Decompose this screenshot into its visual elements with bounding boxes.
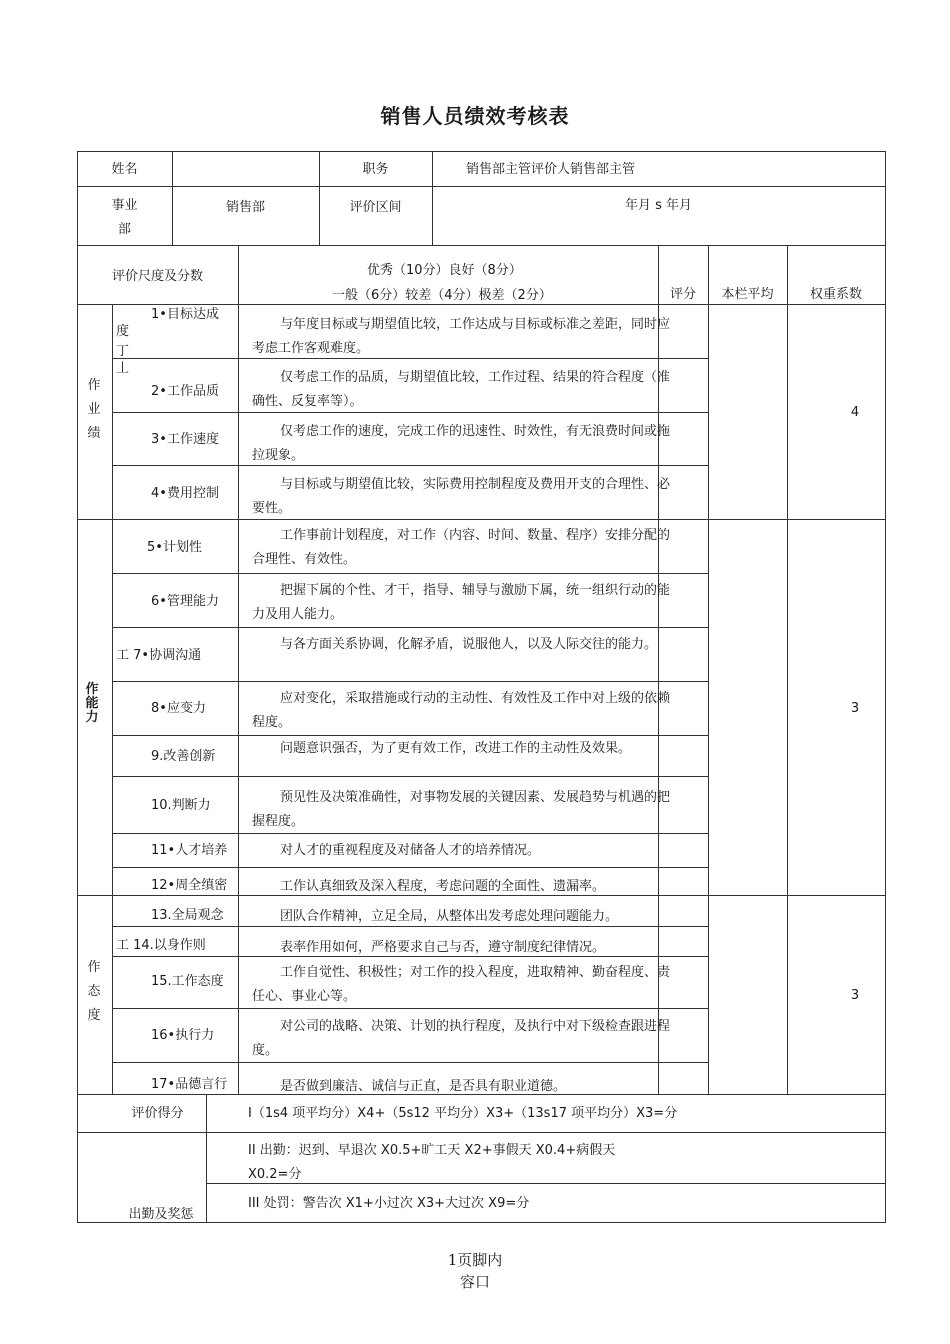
item-description: 问题意识强否，为了更有效工作，改进工作的主动性及效果。 [280,741,632,756]
item-description: 表率作用如何，严格要求自己与否，遵守制度纪律情况。 [280,940,606,955]
weight-column-header: 权重系数 [809,287,862,302]
item-description: 工作自觉性、积极性；对工作的投入程度，进取精神、勤奋程度、责任心、事业心等。 [252,965,671,1004]
sub-label-char: 度 [116,324,130,339]
item-label: 工 7•协调沟通 [116,648,202,663]
weight-value: 4 [850,405,860,420]
item-label: 工 14.以身作则 [116,938,206,953]
scale-line-2: 一般（6分）较差（4分）极差（2分） [332,288,552,303]
item-description: 与年度目标或与期望值比较，工作达成与目标或标准之差距，同时应考虑工作客观难度。 [252,317,671,356]
item-description: 对人才的重视程度及对储备人才的培养情况。 [280,843,541,858]
item-label: 11•人才培养 [151,843,228,858]
page-title: 销售人员绩效考核表 [380,104,570,128]
item-label: 16•执行力 [151,1028,215,1043]
period-label: 评价区间 [349,200,402,215]
page-footer [420,1249,530,1293]
item-label: 5•计划性 [147,540,202,555]
section-label-ability: 作 能 力 [85,682,99,725]
item-label: 3•工作速度 [151,432,219,447]
attendance-formula-line-2: X0.2=分 [248,1167,302,1182]
department-label-line2: 部 [117,222,131,237]
weight-value: 3 [850,701,860,716]
attendance-formula-line-1: II 出勤：迟到、早退次 X0.5+旷工天 X2+事假天 X0.4+病假天 [248,1143,616,1158]
weight-value: 3 [850,988,860,1003]
name-label: 姓名 [111,162,138,177]
score-label: 评价得分 [131,1106,184,1121]
item-label: 15.工作态度 [151,974,224,989]
item-description: 与目标或与期望值比较，实际费用控制程度及费用开支的合理性、必要性。 [252,477,671,516]
item-label: 8•应变力 [151,701,206,716]
sub-label-char: 丁 [116,344,130,359]
scale-label: 评价尺度及分数 [111,269,203,284]
item-description: 仅考虑工作的速度，完成工作的迅速性、时效性，有无浪费时间或拖拉现象。 [252,424,671,463]
score-formula: Ⅰ（1s4 项平均分）X4+（5s12 平均分）X3+（13s17 项平均分）X3=分 [248,1106,678,1121]
item-description: 团队合作精神，立足全局，从整体出发考虑处理问题能力。 [280,909,619,924]
position-label: 职务 [362,162,389,177]
section-label-performance: 作 业 绩 [87,378,101,441]
item-description: 预见性及决策准确性，对事物发展的关键因素、发展趋势与机遇的把握程度。 [252,790,671,829]
item-label: 4•费用控制 [151,486,219,501]
scale-line-1: 优秀（10分）良好（8分） [367,263,522,278]
item-description: 仅考虑工作的品质，与期望值比较，工作过程、结果的符合程度（准确性、反复率等）。 [252,370,671,409]
item-label: 2•工作品质 [151,384,219,399]
item-description: 应对变化，采取措施或行动的主动性、有效性及工作中对上级的依赖程度。 [252,691,671,730]
item-description: 是否做到廉洁、诚信与正直，是否具有职业道德。 [280,1079,567,1094]
item-label: 6•管理能力 [151,594,219,609]
score-column-header: 评分 [669,287,696,302]
item-label: 12•周全缜密 [151,878,228,893]
department-label: 事业 [111,198,138,213]
period-value: 年月 s 年月 [625,198,693,213]
department-value: 销售部 [226,200,266,215]
item-label: 1•目标达成 [151,307,219,322]
footer-line-1: 1页脚内 [447,1251,503,1269]
item-description: 工作认真细致及深入程度，考虑问题的全面性、遗漏率。 [280,879,606,894]
item-label: 13.全局观念 [151,908,224,923]
average-column-header: 本栏平均 [721,287,774,302]
sub-label-char: 丄 [116,361,130,376]
item-description: 与各方面关系协调，化解矛盾，说服他人，以及人际交往的能力。 [280,637,658,652]
item-description: 把握下属的个性、才干，指导、辅导与激励下属，统一组织行动的能力及用人能力。 [252,583,671,622]
footer-line-2: 容口 [459,1273,490,1291]
item-label: 9.改善创新 [151,749,216,764]
position-value: 销售部主管评价人销售部主管 [466,162,636,177]
item-description: 对公司的战略、决策、计划的执行程度，及执行中对下级检查跟进程度。 [252,1019,671,1058]
item-description: 工作事前计划程度，对工作（内容、时间、数量、程序）安排分配的合理性、有效性。 [252,528,671,567]
penalty-formula: III 处罚：警告次 X1+小过次 X3+大过次 X9=分 [248,1196,530,1211]
section-label-attitude: 作 态 度 [87,960,101,1023]
attendance-label: 出勤及奖惩 [128,1207,194,1222]
item-label: 17•品德言行 [151,1077,228,1092]
item-label: 10.判断力 [151,798,211,813]
